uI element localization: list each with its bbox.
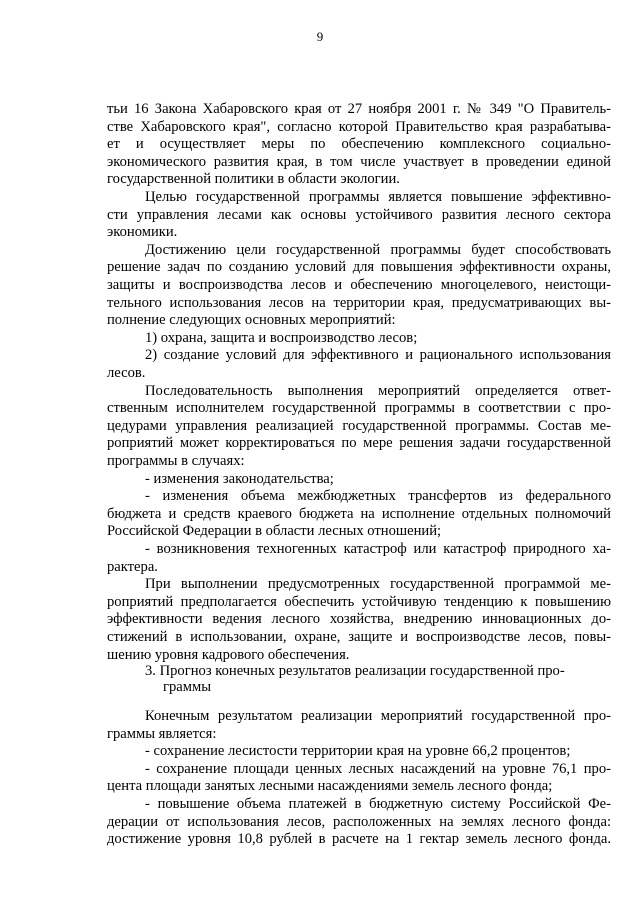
text-line: тельного использования лесов на территории края, предусматривающих вы- bbox=[107, 294, 611, 311]
text-line: цента площади занятых лесными насаждениями земель лесного фонда; bbox=[107, 778, 553, 795]
text-line: роприятий может корректироваться по мере решения задачи государственной bbox=[107, 435, 611, 452]
text-line: - возникновения техногенных катастроф или катастроф природного ха- bbox=[145, 541, 611, 557]
text-line: - сохранение лесистости территории края на уровне 66,2 процентов; bbox=[145, 743, 571, 760]
text-line: Целью государственной программы является повышение эффективно- bbox=[145, 189, 611, 205]
text-line: экономического развития края, в том числе участвует в проведении единой bbox=[107, 153, 611, 170]
text-line: Российской Федерации в области лесных отношений; bbox=[107, 523, 442, 540]
text-line: рактера. bbox=[107, 558, 158, 575]
text-line: - сохранение площади ценных лесных насаждений на уровне 76,1 про- bbox=[145, 760, 611, 777]
text-line: При выполнении предусмотренных государственной программой ме- bbox=[145, 576, 611, 593]
text-line: стве Хабаровского края", согласно которой Правительство края разрабатыва- bbox=[107, 118, 611, 135]
text-line: лесов. bbox=[107, 365, 146, 381]
text-line: полнение следующих основных мероприятий: bbox=[107, 312, 396, 329]
section-heading-line-2: граммы bbox=[163, 679, 212, 695]
text-line: государственной политики в области экологии. bbox=[107, 171, 400, 188]
text-line: бюджета и средств краевого бюджета на исполнение отдельных полномочий bbox=[107, 505, 611, 522]
text-line: экономики. bbox=[107, 224, 178, 241]
text-line: цедурами управления реализацией государственной программы. Состав ме- bbox=[107, 417, 611, 434]
text-line: стижений в использовании, охране, защите и воспроизводстве лесов, повы- bbox=[107, 629, 611, 645]
text-line: защиты и воспроизводства лесов и обеспечению многоцелевого, неистощи- bbox=[107, 277, 611, 293]
text-line: граммы является: bbox=[107, 725, 217, 742]
text-line: решение задач по созданию условий для повышения эффективности охраны, bbox=[107, 259, 611, 276]
text-line: Последовательность выполнения мероприятий определяется ответ- bbox=[145, 382, 611, 399]
text-line: сти управления лесами как основы устойчивого развития лесного сектора bbox=[107, 206, 611, 223]
text-line: роприятий предполагается обеспечить устойчивую тенденцию к повышению bbox=[107, 593, 611, 610]
text-line: тьи 16 Закона Хабаровского края от 27 ноября 2001 г. № 349 "О Правитель- bbox=[107, 101, 611, 117]
text-line: Конечным результатом реализации мероприятий государственной про- bbox=[145, 708, 611, 724]
text-line: - повышение объема платежей в бюджетную систему Российской Фе- bbox=[145, 796, 611, 812]
text-line: программы в случаях: bbox=[107, 453, 245, 469]
text-line: эффективности ведения лесного хозяйства, внедрению инновационных до- bbox=[107, 611, 611, 628]
text-line: 2) создание условий для эффективного и рационального использования bbox=[145, 347, 611, 364]
section-heading-line-1: 3. Прогноз конечных результатов реализации государственной про- bbox=[145, 663, 565, 679]
text-line: достижение уровня 10,8 рублей в расчете на 1 гектар земель лесного фонда. bbox=[107, 831, 611, 848]
text-line: Достижению цели государственной программы будет способствовать bbox=[145, 241, 611, 258]
text-line: ственным исполнителем государственной программы в соответствии с про- bbox=[107, 400, 611, 417]
text-line: - изменения законодательства; bbox=[145, 470, 334, 487]
text-line: - изменения объема межбюджетных трансфертов из федерального bbox=[145, 488, 611, 505]
page-number: 9 bbox=[316, 29, 324, 44]
text-line: 1) охрана, защита и воспроизводство лесов; bbox=[145, 329, 418, 346]
text-line: шению уровня кадрового обеспечения. bbox=[107, 646, 350, 663]
text-line: ет и осуществляет меры по обеспечению комплексного социально- bbox=[107, 136, 611, 153]
text-line: дерации от использования лесов, расположенных на землях лесного фонда: bbox=[107, 813, 611, 830]
